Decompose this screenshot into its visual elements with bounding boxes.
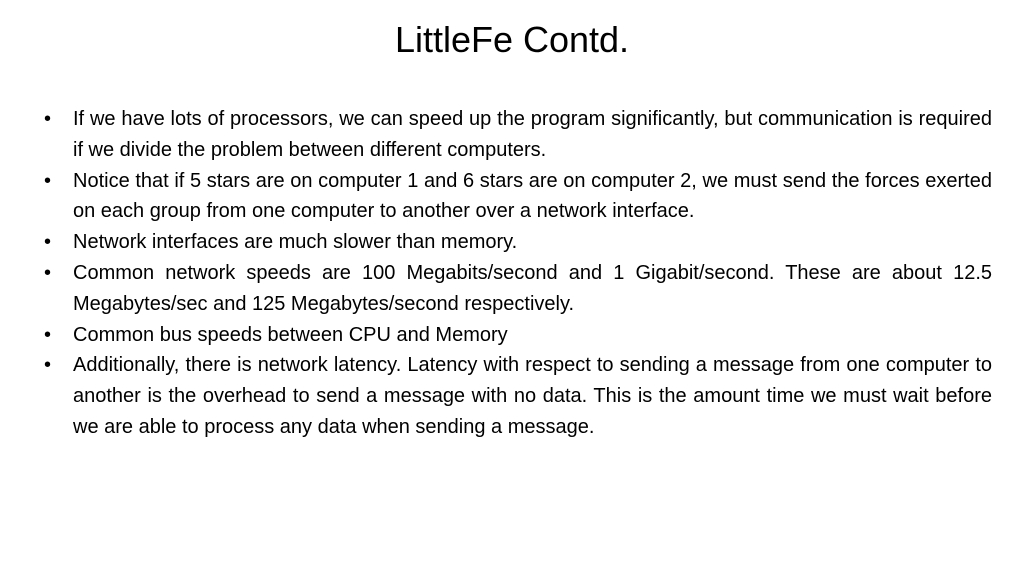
bullet-icon: •	[44, 323, 52, 346]
bullet-text: Common bus speeds between CPU and Memory	[73, 323, 508, 346]
slide-title: LittleFe Contd.	[394, 19, 630, 60]
bullet-item	[44, 166, 992, 228]
bullet-icon: •	[44, 108, 52, 130]
bullet-item	[44, 320, 992, 351]
bullet-icon: •	[44, 231, 52, 254]
bullet-item	[44, 104, 992, 166]
bullet-text: Additionally, there is network latency. Latency with respect to sending a message from one computer to another is the overhead to send a message with no data. This is the amount time we must wait before we are able to process any data when sending a message.	[73, 354, 992, 438]
bullet-icon: •	[44, 354, 52, 377]
bullet-text: If we have lots of processors, we can speed up the program significantly, but communication is required if we divide the problem between different computers.	[73, 108, 992, 161]
bullet-text: Notice that if 5 stars are on computer 1 and 6 stars are on computer 2, we must send the forces exerted on each group from one computer to another over a network interface.	[73, 169, 992, 223]
bullet-item	[44, 227, 992, 258]
bullet-text: Network interfaces are much slower than memory.	[73, 231, 518, 254]
bullet-list	[44, 104, 992, 443]
bullet-item	[44, 350, 992, 442]
bullet-icon: •	[44, 261, 52, 284]
bullet-item	[44, 258, 992, 320]
bullet-text: Common network speeds are 100 Megabits/second and 1 Gigabit/second. These are about 12.5 Megabytes/sec and 125 Megabytes/second respectively.	[73, 261, 992, 315]
bullet-icon: •	[44, 169, 52, 192]
